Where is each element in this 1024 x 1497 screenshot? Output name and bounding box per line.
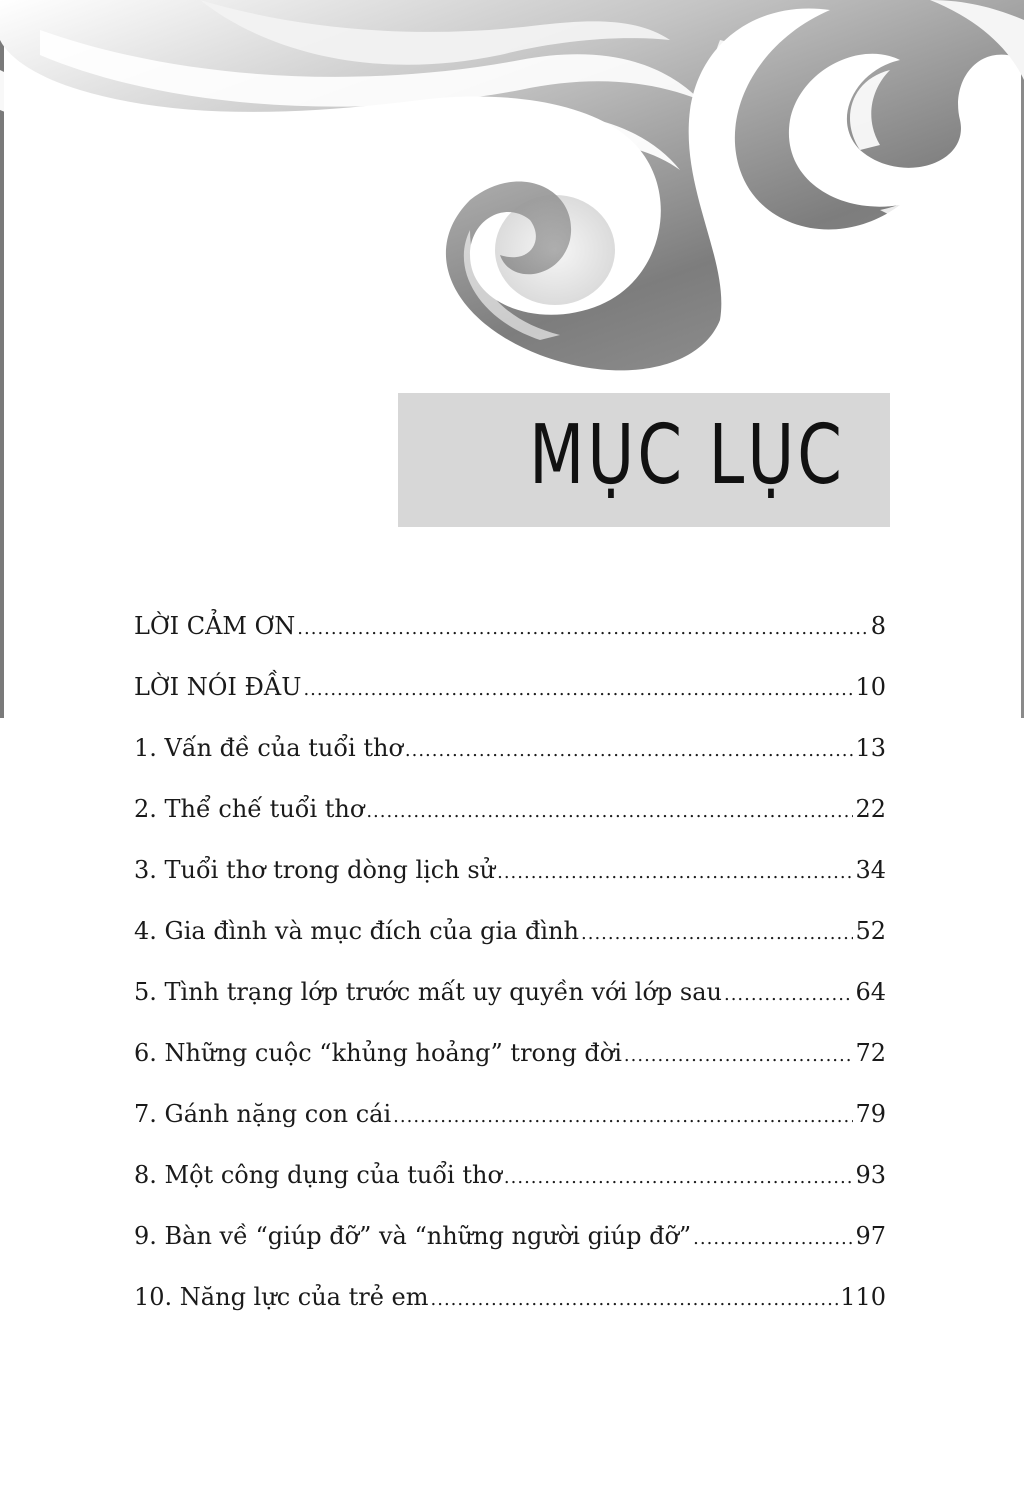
toc-entry-page: 110 (840, 1283, 886, 1311)
toc-entry (134, 673, 886, 734)
toc-entry (134, 1161, 886, 1222)
toc-entry-page: 72 (855, 1039, 886, 1067)
toc-entry-title: 2. Thể chế tuổi thơ (134, 795, 365, 823)
table-of-contents (134, 612, 886, 1344)
toc-entry-page: 22 (855, 795, 886, 823)
toc-entry-title: 5. Tình trạng lớp trước mất uy quyền với lớp sau (134, 978, 722, 1006)
toc-entry-title: 10. Năng lực của trẻ em (134, 1283, 429, 1311)
toc-leader-dots (405, 740, 854, 761)
title-box (398, 393, 890, 527)
toc-entry-page: 34 (855, 856, 886, 884)
toc-leader-dots (431, 1289, 839, 1310)
toc-leader-dots (497, 862, 853, 883)
toc-entry (134, 734, 886, 795)
toc-entry-page: 10 (855, 673, 886, 701)
toc-leader-dots (693, 1228, 853, 1249)
toc-entry-page: 13 (855, 734, 886, 762)
toc-entry-title: 4. Gia đình và mục đích của gia đình (134, 917, 580, 945)
toc-leader-dots (303, 679, 853, 700)
toc-leader-dots (297, 618, 868, 639)
toc-entry-title: LỜI CẢM ƠN (134, 612, 296, 640)
page-title: MỤC LỤC (529, 408, 845, 503)
toc-entry-title: 1. Vấn đề của tuổi thơ (134, 734, 403, 762)
toc-entry-title: 7. Gánh nặng con cái (134, 1100, 392, 1128)
toc-entry (134, 795, 886, 856)
decorative-swirl-ornament (0, 0, 1024, 380)
toc-leader-dots (724, 984, 853, 1005)
toc-entry (134, 612, 886, 673)
toc-entry-title: 3. Tuổi thơ trong dòng lịch sử (134, 856, 496, 884)
toc-entry-page: 64 (855, 978, 886, 1006)
toc-leader-dots (393, 1106, 853, 1127)
toc-leader-dots (504, 1167, 854, 1188)
toc-entry (134, 917, 886, 978)
toc-entry-page: 97 (855, 1222, 886, 1250)
toc-entry-page: 93 (855, 1161, 886, 1189)
toc-entry (134, 856, 886, 917)
toc-entry-page: 52 (855, 917, 886, 945)
toc-entry-title: LỜI NÓI ĐẦU (134, 673, 302, 701)
toc-leader-dots (581, 923, 853, 944)
toc-entry (134, 1039, 886, 1100)
toc-leader-dots (366, 801, 853, 822)
toc-entry (134, 1283, 886, 1344)
toc-leader-dots (624, 1045, 854, 1066)
toc-entry-page: 79 (855, 1100, 886, 1128)
toc-entry (134, 1222, 886, 1283)
toc-entry-title: 6. Những cuộc “khủng hoảng” trong đời (134, 1039, 622, 1067)
toc-entry (134, 978, 886, 1039)
toc-entry (134, 1100, 886, 1161)
toc-entry-title: 9. Bàn về “giúp đỡ” và “những người giúp đỡ” (134, 1222, 692, 1250)
toc-entry-page: 8 (870, 612, 886, 640)
toc-entry-title: 8. Một công dụng của tuổi thơ (134, 1161, 502, 1189)
